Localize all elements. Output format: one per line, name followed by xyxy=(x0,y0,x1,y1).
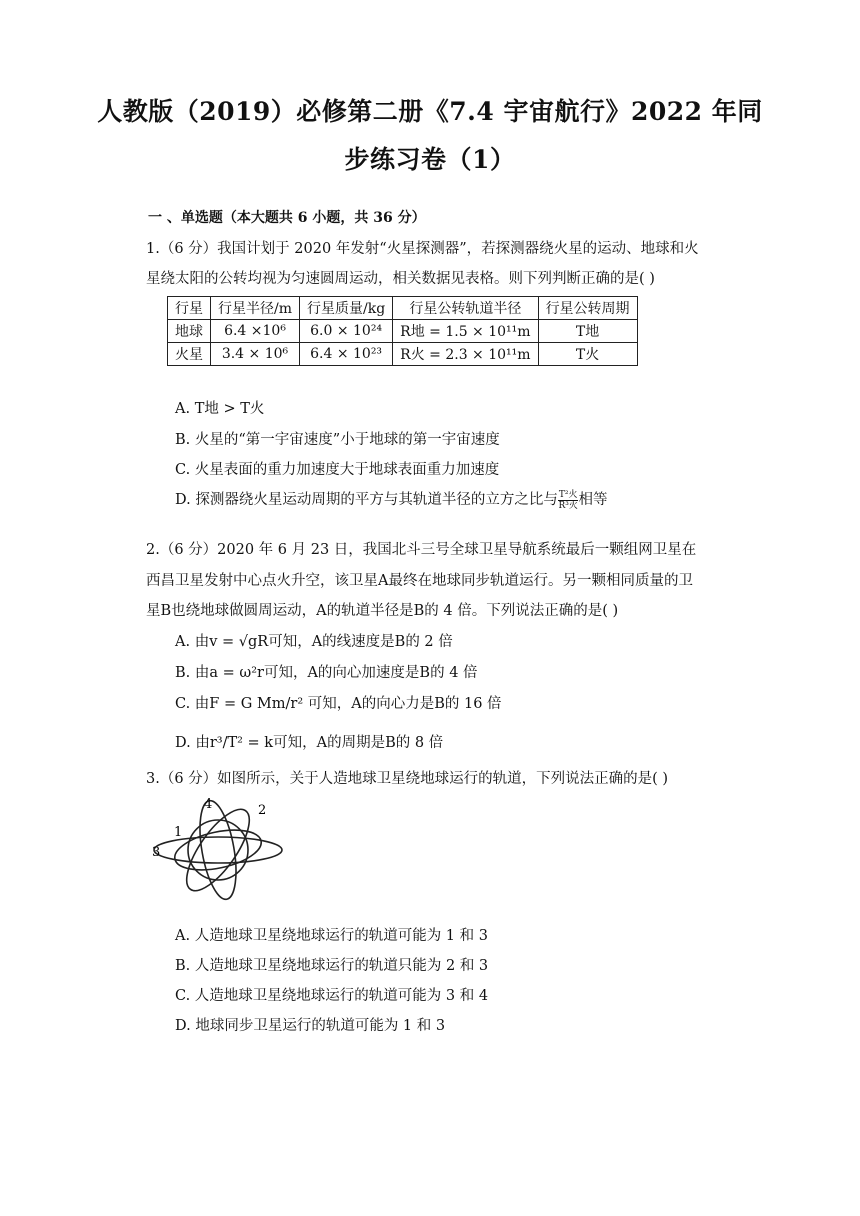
q3-option-a: A. 人造地球卫星绕地球运行的轨道可能为 1 和 3 xyxy=(175,928,488,944)
table-header: 行星公转周期 xyxy=(538,297,637,320)
q1-option-d-text: D. 探测器绕火星运动周期的平方与其轨道半径的立方之比与 xyxy=(175,492,558,508)
orbit-figure xyxy=(146,792,296,912)
q1-option-a: A. T地 > T火 xyxy=(175,401,265,417)
q3-option-c: C. 人造地球卫星绕地球运行的轨道可能为 3 和 4 xyxy=(175,988,489,1004)
table-cell: 6.4 ×10⁶ xyxy=(211,320,300,343)
table-header-row xyxy=(168,297,638,320)
table-cell: 6.4 × 10²³ xyxy=(300,343,393,366)
table-cell: 6.0 × 10²⁴ xyxy=(300,320,393,343)
table-row xyxy=(168,320,638,343)
table-cell: R地 = 1.5 × 10¹¹m xyxy=(393,320,538,343)
q2-stem-line-3: 星B也绕地球做圆周运动，A的轨道半径是B的 4 倍。下列说法正确的是( ) xyxy=(146,603,619,619)
q2-option-c: C. 由F = G Mm/r² 可知，A的向心力是B的 16 倍 xyxy=(175,696,502,712)
label-3: 3 xyxy=(152,845,161,860)
q1-stem-line-2: 星绕太阳的公转均视为匀速圆周运动，相关数据见表格。则下列判断正确的是( ) xyxy=(146,271,655,287)
title-line-2: 步练习卷（1） xyxy=(344,145,516,174)
q2-option-d: D. 由r³/T² = k可知，A的周期是B的 8 倍 xyxy=(175,735,444,751)
q1-option-d-fraction: $\frac{\text{T²火}}{\text{R³火}}$ xyxy=(558,489,578,511)
q3-option-d: D. 地球同步卫星运行的轨道可能为 1 和 3 xyxy=(175,1018,446,1034)
q3-option-b: B. 人造地球卫星绕地球运行的轨道只能为 2 和 3 xyxy=(175,958,489,974)
table-header: 行星质量/kg xyxy=(300,297,393,320)
q2-option-b: B. 由a = ω²r可知，A的向心加速度是B的 4 倍 xyxy=(175,665,478,681)
table-cell: R火 = 2.3 × 10¹¹m xyxy=(393,343,538,366)
label-4: 4 xyxy=(204,797,213,812)
table-cell: T火 xyxy=(538,343,637,366)
q2-stem-line-2: 西昌卫星发射中心点火升空，该卫星A最终在地球同步轨道运行。另一颗相同质量的卫 xyxy=(146,573,693,589)
q1-option-c: C. 火星表面的重力加速度大于地球表面重力加速度 xyxy=(175,462,500,478)
table-header: 行星 xyxy=(168,297,211,320)
table-cell: 火星 xyxy=(168,343,211,366)
label-2: 2 xyxy=(258,803,267,818)
orbit-4 xyxy=(194,798,243,902)
table-header: 行星公转轨道半径 xyxy=(393,297,538,320)
q1-option-d-suffix: 相等 xyxy=(578,492,608,508)
q1-data-table xyxy=(167,296,638,366)
table-cell: T地 xyxy=(538,320,637,343)
label-1: 1 xyxy=(174,825,183,840)
q2-stem-line-1: 2.（6 分）2020 年 6 月 23 日，我国北斗三号全球卫星导航系统最后一颗组网卫星在 xyxy=(146,542,697,558)
q1-option-d xyxy=(175,488,607,511)
table-cell: 地球 xyxy=(168,320,211,343)
orbit-3 xyxy=(154,837,282,863)
q1-stem-line-1: 1.（6 分）我国计划于 2020 年发射“火星探测器”，若探测器绕火星的运动、地球和火 xyxy=(146,241,699,257)
q3-stem-line-1: 3.（6 分）如图所示，关于人造地球卫星绕地球运行的轨道，下列说法正确的是( ) xyxy=(146,771,669,787)
title-line-1: 人教版（2019）必修第二册《7.4 宇宙航行》2022 年同 xyxy=(97,97,763,126)
orbit-1 xyxy=(171,823,265,877)
q2-option-a: A. 由v = √gR可知，A的线速度是B的 2 倍 xyxy=(175,634,453,650)
table-row xyxy=(168,343,638,366)
section-heading: 一 、单选题（本大题共 6 小题，共 36 分） xyxy=(148,210,426,226)
table-header: 行星半径/m xyxy=(211,297,300,320)
table-cell: 3.4 × 10⁶ xyxy=(211,343,300,366)
q1-option-b: B. 火星的“第一宇宙速度”小于地球的第一宇宙速度 xyxy=(175,432,500,448)
